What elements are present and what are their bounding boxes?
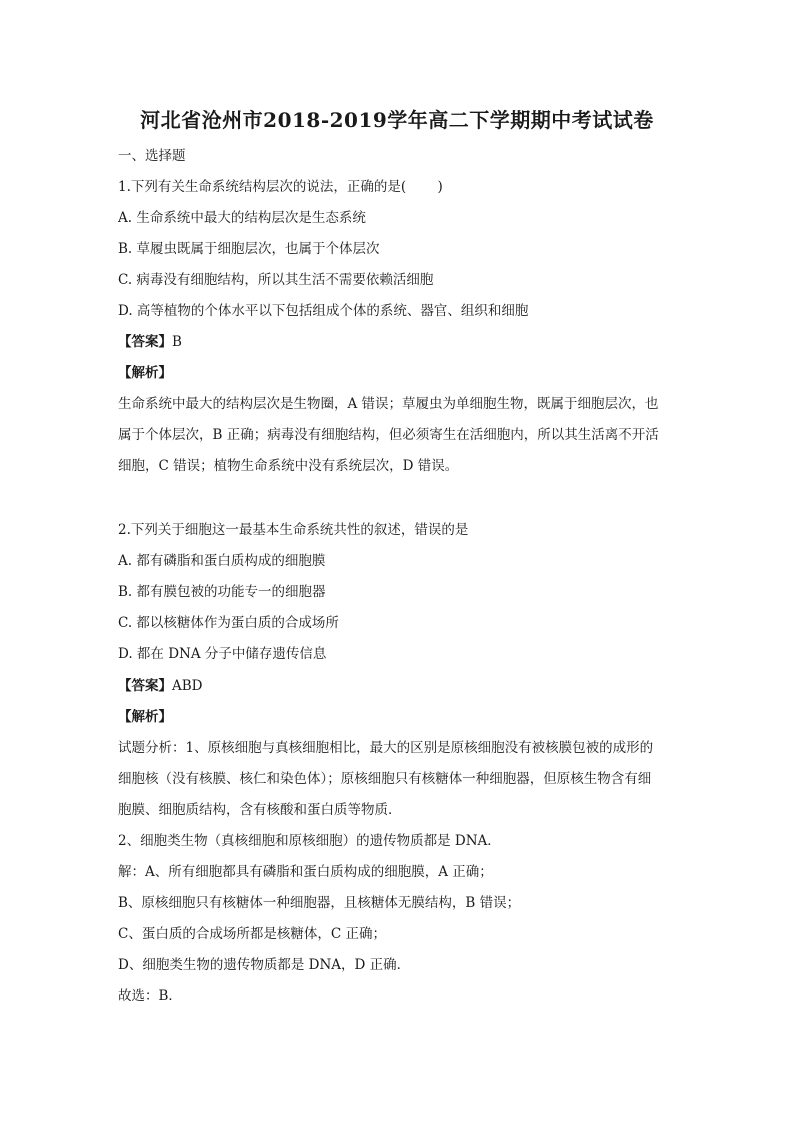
- answer-value: ABD: [172, 678, 203, 694]
- question-1-analysis-line: 细胞，C 错误；植物生命系统中没有系统层次，D 错误。: [118, 458, 459, 474]
- document-title: 河北省沧州市2018-2019学年高二下学期期中考试试卷: [140, 108, 654, 132]
- question-1-option-c: C. 病毒没有细胞结构，所以其生活不需要依赖活细胞: [118, 272, 434, 288]
- answer-label: 【答案】: [118, 334, 172, 350]
- question-2-analysis-line: 故选：B．: [118, 988, 182, 1004]
- question-1-option-d: D. 高等植物的个体水平以下包括组成个体的系统、器官、组织和细胞: [118, 303, 529, 319]
- question-2-option-d: D. 都在 DNA 分子中储存遗传信息: [118, 646, 327, 662]
- question-2-analysis-line: D、细胞类生物的遗传物质都是 DNA，D 正确．: [118, 957, 411, 973]
- question-1-analysis-label: 【解析】: [118, 365, 172, 381]
- question-2-analysis-line: C、蛋白质的合成场所都是核糖体，C 正确；: [118, 926, 386, 942]
- question-2-stem: 2.下列关于细胞这一最基本生命系统共性的叙述，错误的是: [118, 522, 469, 538]
- question-2-answer: [118, 676, 718, 696]
- question-2-analysis-label: 【解析】: [118, 709, 172, 725]
- question-2-analysis-line: 细胞核（没有核膜、核仁和染色体）；原核细胞只有核糖体一种细胞器，但原核生物含有细: [118, 771, 652, 787]
- question-2-option-a: A. 都有磷脂和蛋白质构成的细胞膜: [118, 553, 326, 569]
- answer-value: B: [172, 334, 182, 350]
- question-2-analysis-line: 胞膜、细胞质结构，含有核酸和蛋白质等物质．: [118, 802, 402, 818]
- answer-label: 【答案】: [118, 678, 172, 694]
- question-1-option-b: B. 草履虫既属于细胞层次，也属于个体层次: [118, 241, 380, 257]
- question-1-option-a: A. 生命系统中最大的结构层次是生态系统: [118, 210, 366, 226]
- question-2-analysis-line: B、原核细胞只有核糖体一种细胞器，且核糖体无膜结构，B 错误；: [118, 895, 521, 911]
- question-1-stem: 1.下列有关生命系统结构层次的说法，正确的是( ): [118, 179, 443, 195]
- question-2-option-c: C. 都以核糖体作为蛋白质的合成场所: [118, 615, 339, 631]
- question-1-answer: [118, 332, 718, 352]
- question-2-analysis-line: 2、细胞类生物（真核细胞和原核细胞）的遗传物质都是 DNA．: [118, 833, 501, 849]
- section-heading: 一、选择题: [118, 148, 186, 164]
- question-2-analysis-line: 解：A、所有细胞都具有磷脂和蛋白质构成的细胞膜，A 正确；: [118, 864, 493, 880]
- question-2-option-b: B. 都有膜包被的功能专一的细胞器: [118, 584, 326, 600]
- question-2-analysis-line: 试题分析：1、原核细胞与真核细胞相比，最大的区别是原核细胞没有被核膜包被的成形的: [118, 740, 654, 756]
- question-1-analysis-line: 生命系统中最大的结构层次是生物圈，A 错误；草履虫为单细胞生物，既属于细胞层次，也: [118, 396, 659, 412]
- question-1-analysis-line: 属于个体层次，B 正确；病毒没有细胞结构，但必须寄生在活细胞内，所以其生活离不开活: [118, 427, 659, 443]
